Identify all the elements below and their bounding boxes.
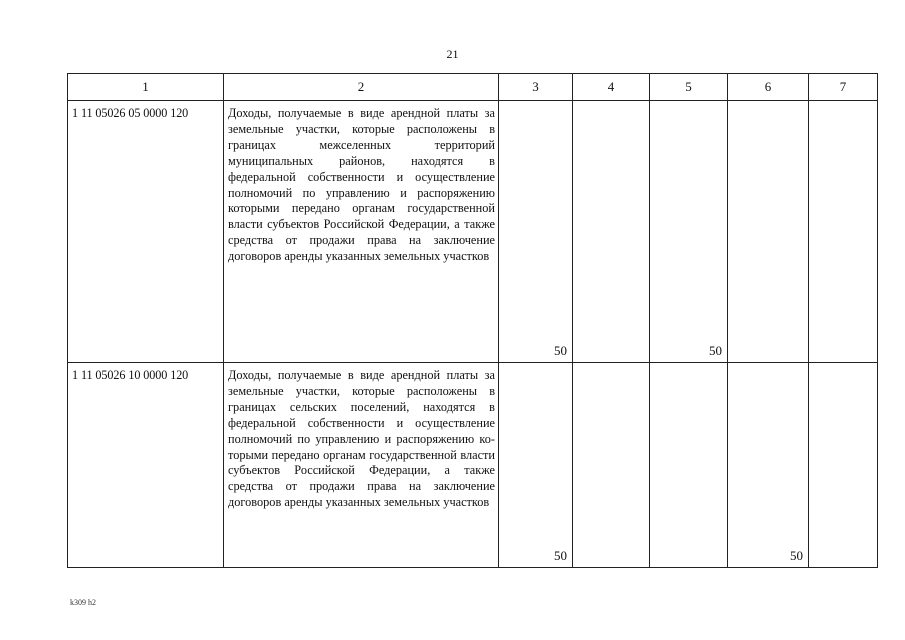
row-code: 1 11 05026 10 0000 120: [68, 363, 224, 568]
row-description: Доходы, получаемые в виде арендной платы за земельные участки, которые расположены в границах сельских поселений, находятся в федеральной собственности и осуществление полномочий по управлению и распоряжению которыми передано органам государственной власти субъектов Российской Федерации, а также средства от продажи права на заключение договоров аренды указанных земельных участков: [224, 363, 499, 568]
document-footer-code: k309 h2: [70, 598, 96, 607]
table-row: [68, 101, 878, 363]
row-value-col5: 50: [650, 101, 728, 363]
row-code: 1 11 05026 05 0000 120: [68, 101, 224, 363]
row-value-col7: [809, 363, 878, 568]
column-header-1: 1: [68, 74, 224, 101]
column-header-3: 3: [499, 74, 573, 101]
table-row: [68, 363, 878, 568]
budget-table: [67, 73, 878, 568]
row-value-col3: 50: [499, 101, 573, 363]
row-value-col6: [728, 101, 809, 363]
row-value-col4: [573, 363, 650, 568]
row-value-col4: [573, 101, 650, 363]
column-header-2: 2: [224, 74, 499, 101]
page-number: 21: [446, 47, 459, 61]
column-header-4: 4: [573, 74, 650, 101]
row-description: Доходы, получаемые в виде арендной платы за земельные участки, которые расположены в границах межселенных территорий муниципальных районов, находятся в федеральной собственности и осуществление полномочий по управлению и распоряжению которыми передано органам государственной власти субъектов Российской Федерации, а также средства от продажи права на заключение договоров аренды указанных земельных участков: [224, 101, 499, 363]
column-header-7: 7: [809, 74, 878, 101]
row-value-col5: [650, 363, 728, 568]
column-header-5: 5: [650, 74, 728, 101]
row-value-col3: 50: [499, 363, 573, 568]
header-row: [68, 74, 878, 101]
row-value-col6: 50: [728, 363, 809, 568]
column-header-6: 6: [728, 74, 809, 101]
row-value-col7: [809, 101, 878, 363]
